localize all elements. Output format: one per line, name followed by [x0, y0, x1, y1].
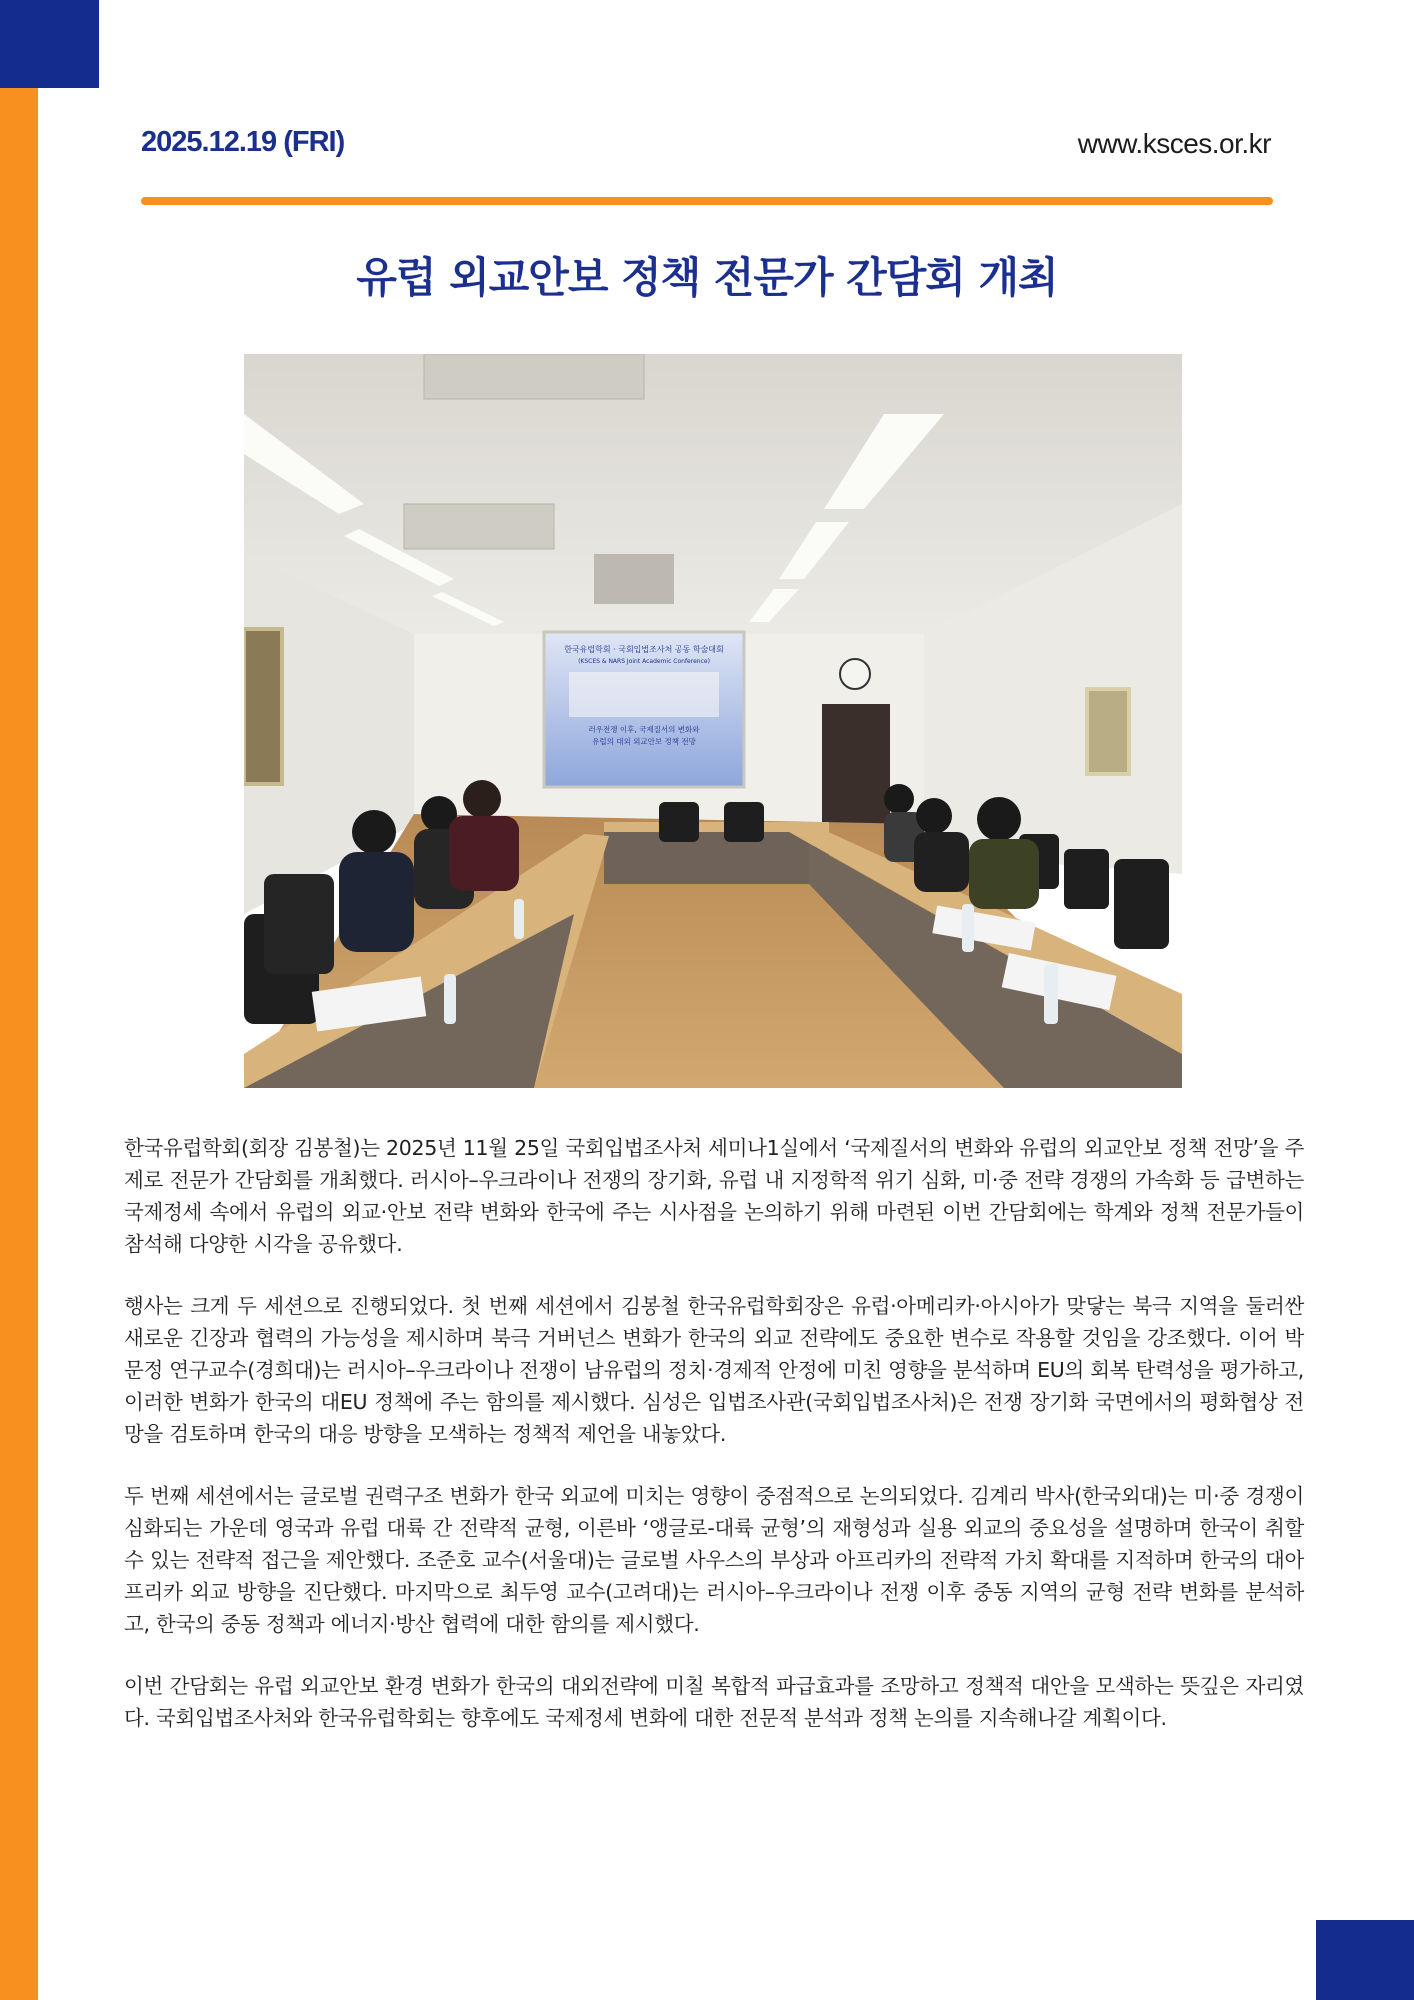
top-left-corner-block: [0, 0, 99, 88]
screen-text-2: (KSCES & NARS Joint Academic Conference): [578, 658, 710, 665]
meeting-photo: [244, 354, 1182, 1088]
header-divider: [141, 197, 1273, 205]
paragraph-1: 한국유럽학회(회장 김봉철)는 2025년 11월 25일 국회입법조사처 세미나1실에서 ‘국제질서의 변화와 유럽의 외교안보 정책 전망’을 주제로 전문가 간담회를 개최했다. 러시아–우크라이나 전쟁의 장기화, 유럽 내 지정학적 위기 심화, 미·중 전략 경쟁의 가속화 등 급변하는 국제정세 속에서 유럽의 외교·안보 전략 변화와 한국에 주는 시사점을 논의하기 위해 마련된 이번 간담회에는 학계와 정책 전문가들이 참석해 다양한 시각을 공유했다.: [124, 1136, 1304, 1256]
screen-text-4: 유럽의 대외 외교안보 정책 전망: [592, 737, 696, 746]
issue-date: 2025.12.19 (FRI): [141, 126, 345, 158]
screen-text-1: 한국유럽학회 · 국회입법조사처 공동 학술대회: [564, 645, 724, 654]
paragraph-4: 이번 간담회는 유럽 외교안보 환경 변화가 한국의 대외전략에 미칠 복합적 파급효과를 조망하고 정책적 대안을 모색하는 뜻깊은 자리였다. 국회입법조사처와 한국유럽학회는 향후에도 국제정세 변화에 대한 전문적 분석과 정책 논의를 지속해나갈 계획이다.: [124, 1674, 1304, 1730]
screen-text-3: 러우전쟁 이후, 국제질서의 변화와: [588, 725, 700, 734]
paragraph-2: 행사는 크게 두 세션으로 진행되었다. 첫 번째 세션에서 김봉철 한국유럽학회장은 유럽·아메리카·아시아가 맞닿는 북극 지역을 둘러싼 새로운 긴장과 협력의 가능성을 제시하며 북극 거버넌스 변화가 한국의 외교 전략에도 중요한 변수로 작용할 것임을 강조했다. 이어 박문정 연구교수(경희대)는 러시아–우크라이나 전쟁이 남유럽의 정치·경제적 안정에 미친 영향을 분석하며 EU의 회복 탄력성을 평가하고, 이러한 변화가 한국의 대EU 정책에 주는 함의를 제시했다. 심성은 입법조사관(국회입법조사처)은 전쟁 장기화 국면에서의 평화협상 전망을 검토하며 한국의 대응 방향을 모색하는 정책적 제언을 내놓았다.: [124, 1294, 1304, 1446]
article-body: [124, 1132, 1304, 1764]
website-url: www.ksces.or.kr: [1077, 128, 1271, 159]
article-title: 유럽 외교안보 정책 전문가 간담회 개최: [356, 253, 1058, 302]
paragraph-3: 두 번째 세션에서는 글로벌 권력구조 변화가 한국 외교에 미치는 영향이 중점적으로 논의되었다. 김계리 박사(한국외대)는 미·중 경쟁이 심화되는 가운데 영국과 유럽 대륙 간 전략적 균형, 이른바 ‘앵글로-대륙 균형’의 재형성과 실용 외교의 중요성을 설명하며 한국이 취할 수 있는 전략적 접근을 제안했다. 조준호 교수(서울대)는 글로벌 사우스의 부상과 아프리카의 전략적 가치 확대를 지적하며 한국의 대아프리카 외교 방향을 진단했다. 마지막으로 최두영 교수(고려대)는 러시아–우크라이나 전쟁 이후 중동 지역의 균형 전략 변화를 분석하고, 한국의 중동 정책과 에너지·방산 협력에 대한 함의를 제시했다.: [124, 1484, 1304, 1636]
bottom-right-corner-block: [1316, 1920, 1414, 2000]
